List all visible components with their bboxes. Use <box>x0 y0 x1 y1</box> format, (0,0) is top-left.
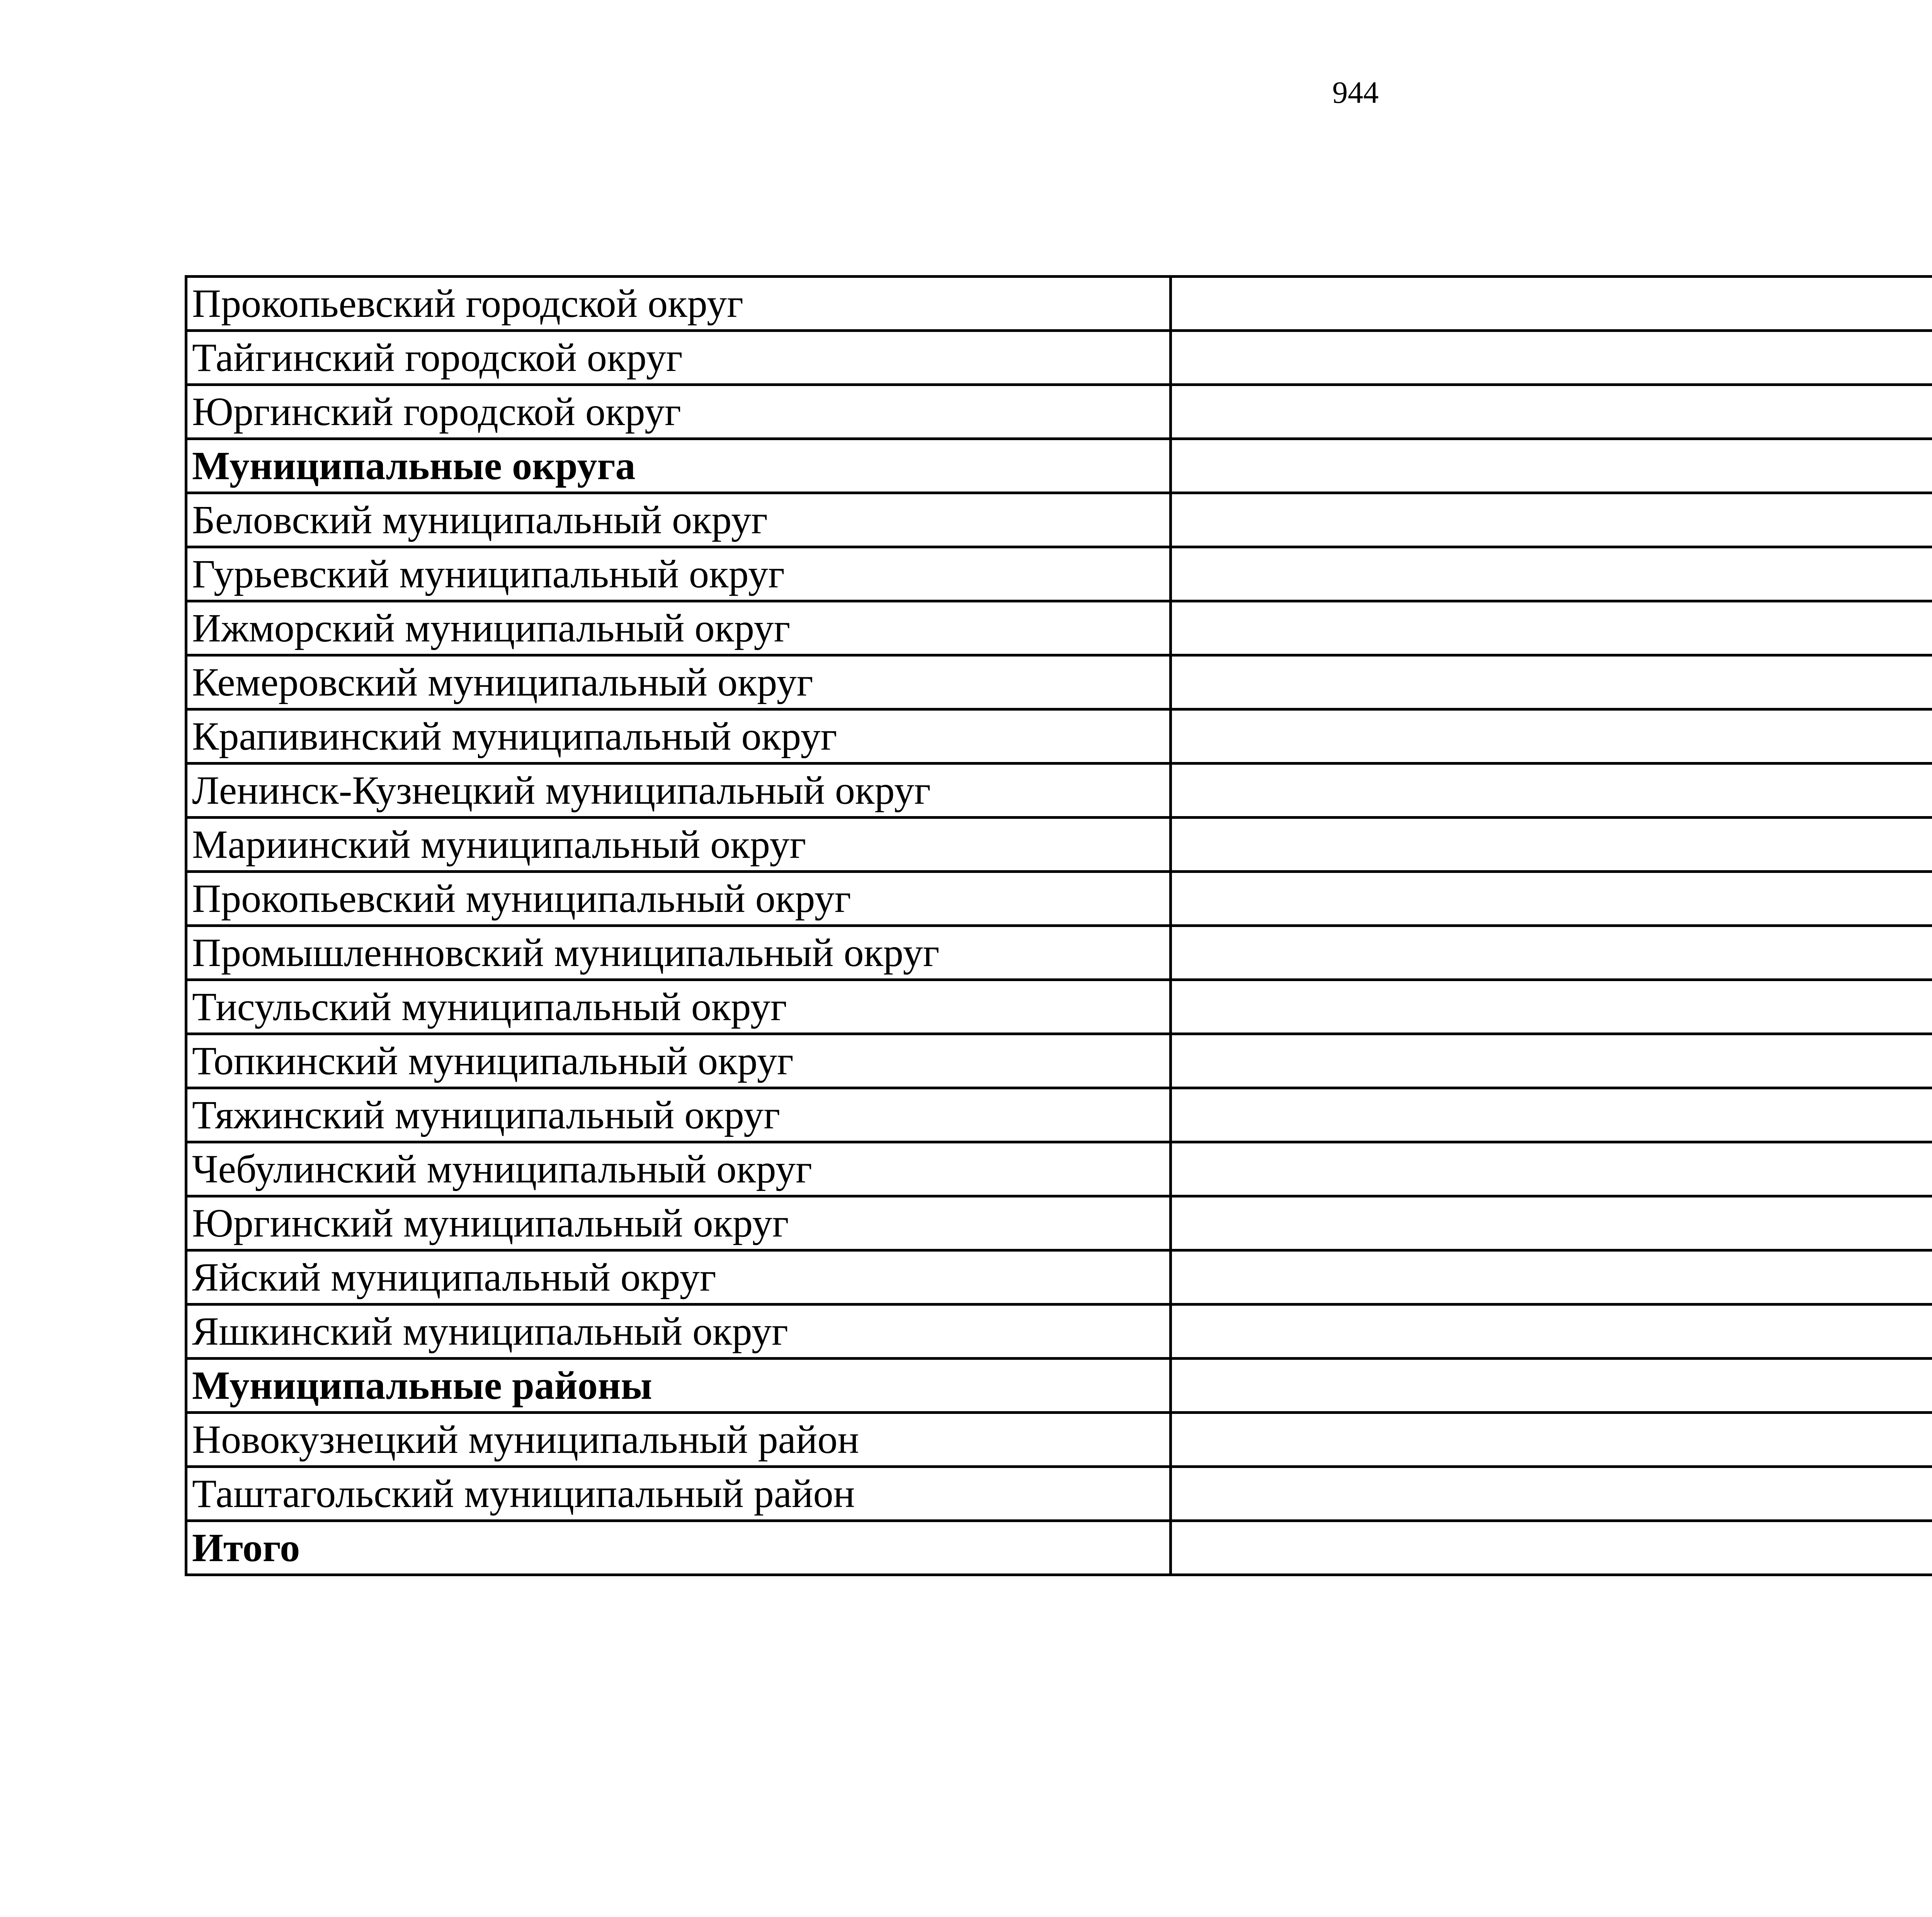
municipality-name-cell: Ленинск-Кузнецкий муниципальный округ <box>186 764 1171 818</box>
table-row <box>186 547 1932 601</box>
table-row <box>186 1196 1932 1250</box>
amount-cell <box>1171 1196 1932 1250</box>
municipality-name-cell: Чебулинский муниципальный округ <box>186 1142 1171 1196</box>
municipality-name-cell: Кемеровский муниципальный округ <box>186 655 1171 709</box>
amount-cell <box>1171 439 1932 493</box>
municipality-name-cell: Итого <box>186 1521 1171 1575</box>
table-body <box>186 277 1932 1575</box>
table-row <box>186 1142 1932 1196</box>
municipality-name-cell: Беловский муниципальный округ <box>186 493 1171 547</box>
table-row <box>186 1088 1932 1142</box>
amount-cell <box>1171 331 1932 385</box>
table-row-subtotal <box>186 439 1932 493</box>
table-row <box>186 980 1932 1034</box>
table-row <box>186 331 1932 385</box>
amount-cell <box>1171 926 1932 980</box>
amount-cell <box>1171 385 1932 439</box>
table-row <box>186 764 1932 818</box>
municipality-name-cell: Яшкинский муниципальный округ <box>186 1305 1171 1359</box>
amount-cell <box>1171 1034 1932 1088</box>
municipality-name-cell: Таштагольский муниципальный район <box>186 1467 1171 1521</box>
amount-cell <box>1171 1359 1932 1413</box>
amount-cell <box>1171 709 1932 764</box>
municipality-name-cell: Прокопьевский городской округ <box>186 277 1171 331</box>
municipality-name-cell: Юргинский муниципальный округ <box>186 1196 1171 1250</box>
table-row <box>186 1250 1932 1305</box>
amount-cell <box>1171 547 1932 601</box>
amount-cell <box>1171 601 1932 655</box>
amount-cell <box>1171 277 1932 331</box>
table-row <box>186 872 1932 926</box>
table-row-subtotal <box>186 1359 1932 1413</box>
amount-cell <box>1171 1521 1932 1575</box>
table-row <box>186 709 1932 764</box>
table-row <box>186 1467 1932 1521</box>
municipality-name-cell: Ижморский муниципальный округ <box>186 601 1171 655</box>
table-row <box>186 277 1932 331</box>
municipality-name-cell: Новокузнецкий муниципальный район <box>186 1413 1171 1467</box>
amount-cell <box>1171 872 1932 926</box>
municipality-name-cell: Муниципальные округа <box>186 439 1171 493</box>
table-row <box>186 926 1932 980</box>
amount-cell <box>1171 764 1932 818</box>
amount-cell <box>1171 1088 1932 1142</box>
municipality-name-cell: Юргинский городской округ <box>186 385 1171 439</box>
amount-cell <box>1171 1467 1932 1521</box>
table-row-subtotal <box>186 1521 1932 1575</box>
table-row <box>186 1305 1932 1359</box>
page-number: 944 <box>1332 76 1379 110</box>
municipality-name-cell: Тайгинский городской округ <box>186 331 1171 385</box>
municipality-name-cell: Тисульский муниципальный округ <box>186 980 1171 1034</box>
table-row <box>186 655 1932 709</box>
amount-cell <box>1171 493 1932 547</box>
municipality-name-cell: Прокопьевский муниципальный округ <box>186 872 1171 926</box>
allocation-table <box>185 275 1932 1576</box>
municipality-name-cell: Гурьевский муниципальный округ <box>186 547 1171 601</box>
municipality-name-cell: Мариинский муниципальный округ <box>186 818 1171 872</box>
table-row <box>186 1034 1932 1088</box>
municipality-name-cell: Тяжинский муниципальный округ <box>186 1088 1171 1142</box>
amount-cell <box>1171 1305 1932 1359</box>
amount-cell <box>1171 655 1932 709</box>
table-row <box>186 385 1932 439</box>
table-row <box>186 818 1932 872</box>
municipality-name-cell: Топкинский муниципальный округ <box>186 1034 1171 1088</box>
table-row <box>186 601 1932 655</box>
municipality-name-cell: Крапивинский муниципальный округ <box>186 709 1171 764</box>
municipality-name-cell: Яйский муниципальный округ <box>186 1250 1171 1305</box>
amount-cell <box>1171 980 1932 1034</box>
amount-cell <box>1171 1142 1932 1196</box>
table-row <box>186 493 1932 547</box>
amount-cell <box>1171 1250 1932 1305</box>
municipality-name-cell: Промышленновский муниципальный округ <box>186 926 1171 980</box>
amount-cell <box>1171 1413 1932 1467</box>
table-row <box>186 1413 1932 1467</box>
municipality-name-cell: Муниципальные районы <box>186 1359 1171 1413</box>
amount-cell <box>1171 818 1932 872</box>
